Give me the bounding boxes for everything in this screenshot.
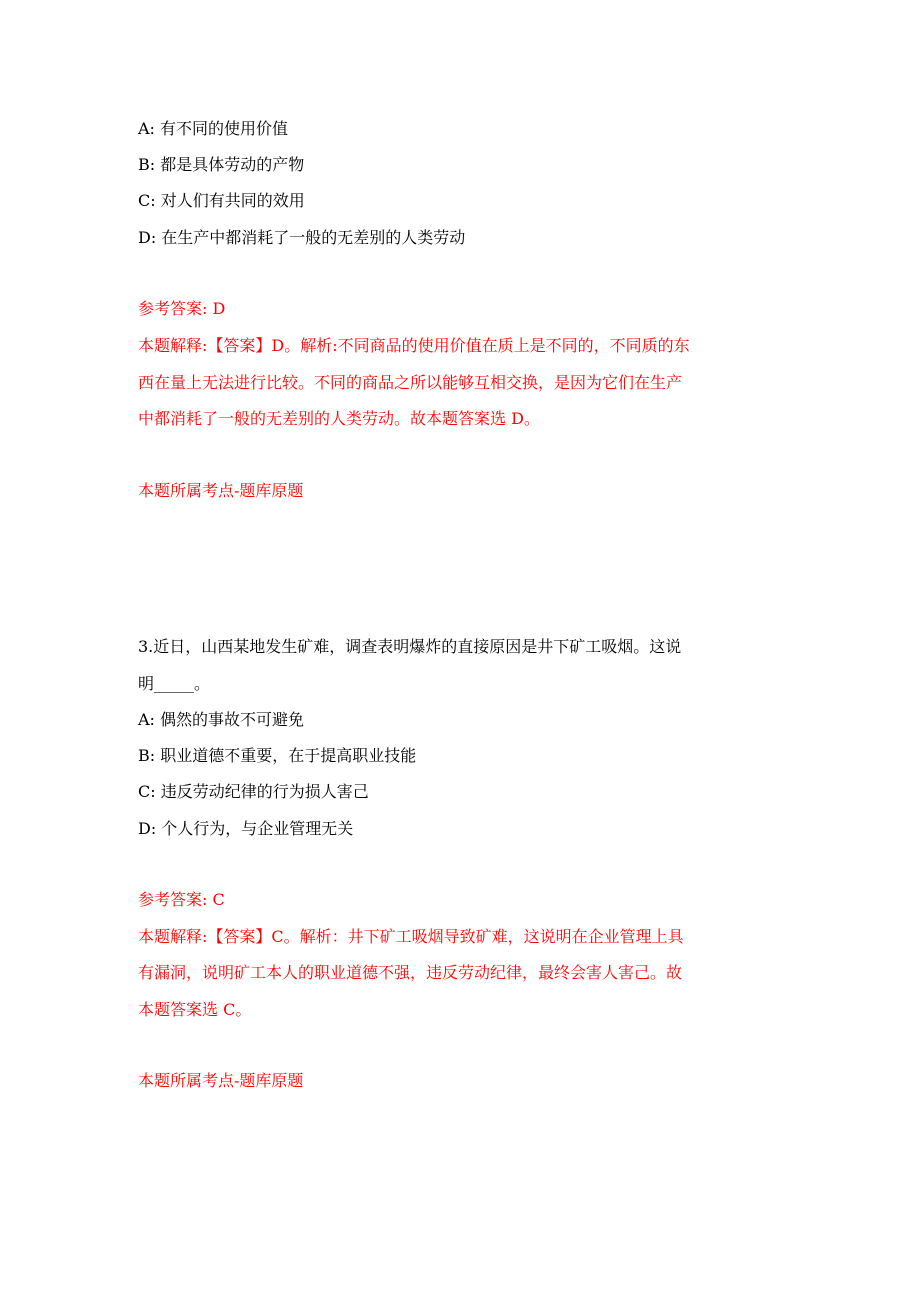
- q2-option-b: B: 都是具体劳动的产物: [138, 155, 305, 174]
- q3-option-c: C: 违反劳动纪律的行为损人害己: [138, 782, 369, 801]
- q3-question-line-1: 3.近日，山西某地发生矿难，调查表明爆炸的直接原因是井下矿工吸烟。这说: [138, 637, 682, 656]
- q2-source: 本题所属考点-题库原题: [138, 481, 304, 500]
- q3-answer: 参考答案: C: [138, 890, 225, 909]
- q2-option-d: D: 在生产中都消耗了一般的无差别的人类劳动: [138, 228, 466, 247]
- q3-source: 本题所属考点-题库原题: [138, 1071, 304, 1090]
- q3-explanation-line-3: 本题答案选 C。: [138, 1000, 252, 1019]
- q3-option-d: D: 个人行为，与企业管理无关: [138, 819, 354, 838]
- q3-question-line-2: 明_____。: [138, 674, 211, 693]
- q2-explanation-line-1: 本题解释:【答案】D。解析:不同商品的使用价值在质上是不同的，不同质的东: [138, 336, 690, 355]
- q2-option-a: A: 有不同的使用价值: [138, 119, 289, 138]
- q3-option-a: A: 偶然的事故不可避免: [138, 710, 305, 729]
- q2-answer: 参考答案: D: [138, 299, 226, 318]
- q2-option-c: C: 对人们有共同的效用: [138, 191, 305, 210]
- q3-explanation-line-1: 本题解释:【答案】C。解析：井下矿工吸烟导致矿难，这说明在企业管理上具: [138, 927, 684, 946]
- q3-explanation-line-2: 有漏洞，说明矿工本人的职业道德不强，违反劳动纪律，最终会害人害己。故: [138, 963, 683, 982]
- q2-explanation-line-2: 西在量上无法进行比较。不同的商品之所以能够互相交换，是因为它们在生产: [138, 373, 683, 392]
- q3-option-b: B: 职业道德不重要，在于提高职业技能: [138, 746, 417, 765]
- q2-explanation-line-3: 中都消耗了一般的无差别的人类劳动。故本题答案选 D。: [138, 409, 540, 428]
